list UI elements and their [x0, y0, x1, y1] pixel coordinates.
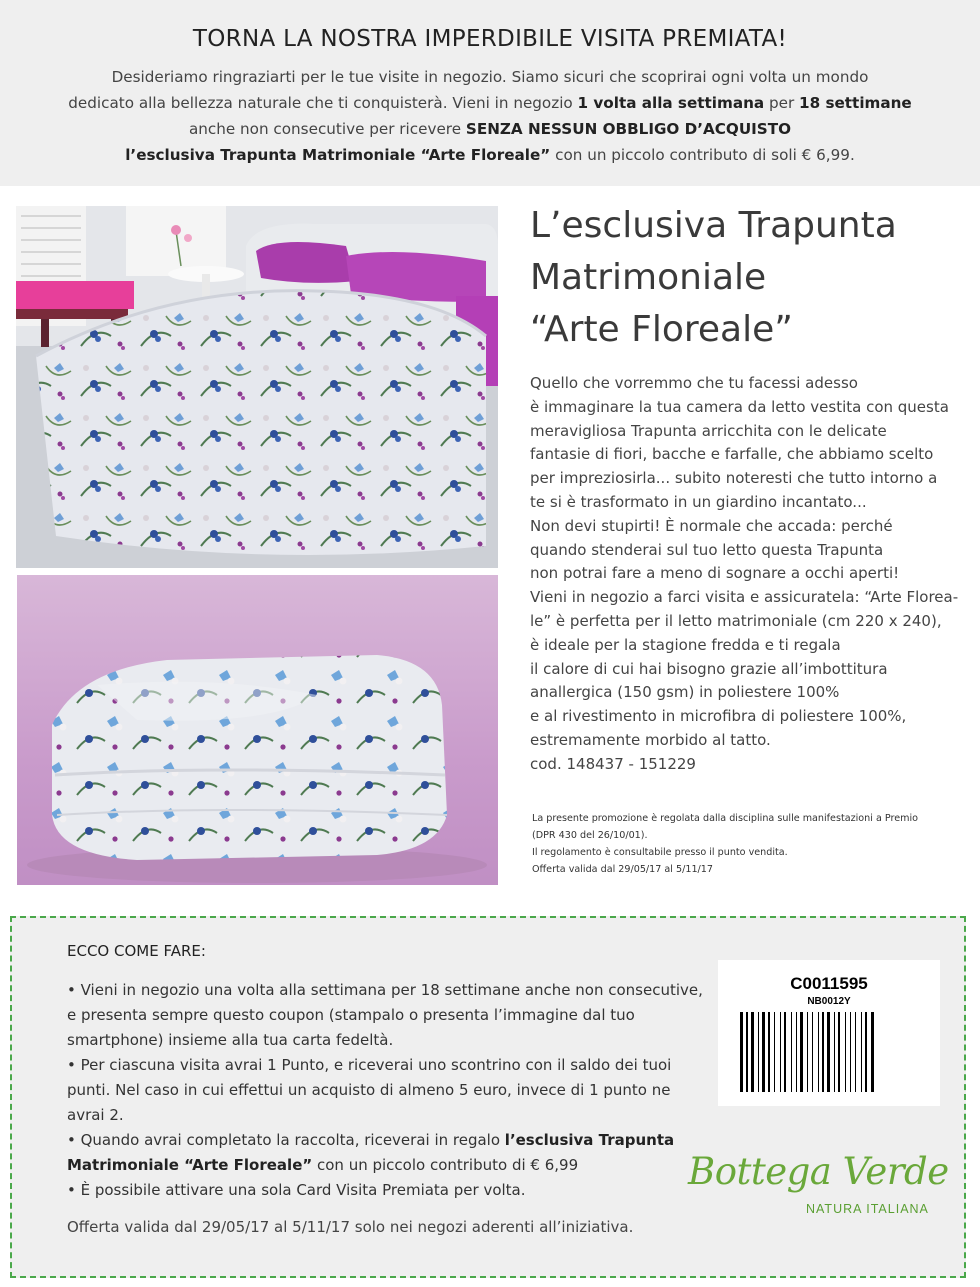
barcode-bar [784, 1012, 786, 1092]
step-gift: l’esclusiva Trapunta [504, 1131, 675, 1149]
how-to-steps [67, 978, 703, 1203]
intro-price: con un piccolo contributo di soli € 6,99. [550, 146, 855, 164]
barcode-bar [865, 1012, 867, 1092]
barcode-bar [871, 1012, 874, 1092]
heading-line: Matrimoniale [530, 257, 767, 298]
intro-line-2c: per [764, 94, 800, 112]
barcode-bar [796, 1012, 797, 1092]
intro-no-obligation: SENZA NESSUN OBBLIGO D’ACQUISTO [465, 120, 792, 138]
step-line: smartphone) insieme alla tua carta fedeltà. [67, 1031, 394, 1049]
how-to-title: ECCO COME FARE: [67, 942, 206, 960]
barcode-bar [768, 1012, 770, 1092]
step-line: e presenta sempre questo coupon (stampalo o presenta l’immagine dal tuo [67, 1006, 635, 1024]
brand-logo [688, 1150, 948, 1230]
description-line: meravigliosa Trapunta arricchita con le delicate [530, 421, 887, 440]
barcode-bar [800, 1012, 803, 1092]
product-heading [530, 200, 970, 356]
description-line: il calore di cui hai bisogno grazie all’imbottitura [530, 659, 888, 678]
barcode-bar [746, 1012, 748, 1092]
bedroom-illustration [16, 206, 498, 568]
barcode-bar [834, 1012, 835, 1092]
intro-weeks: 18 settimane [799, 94, 912, 112]
brand-name: Bottega Verde [688, 1150, 949, 1193]
description-line: è immaginare la tua camera da letto vestita con questa [530, 397, 949, 416]
step-text: • Quando avrai completato la raccolta, riceverai in regalo [67, 1131, 505, 1149]
barcode-bar [845, 1012, 846, 1092]
promo-header [0, 0, 980, 186]
legal-line: Offerta valida dal 29/05/17 al 5/11/17 [532, 864, 714, 875]
product-code: cod. 148437 - 151229 [530, 754, 696, 773]
description-line: anallergica (150 gsm) in poliestere 100% [530, 683, 840, 702]
description-line: te si è trasformato in un giardino incantato... [530, 492, 867, 511]
legal-notice [532, 810, 972, 878]
intro-product-name: l’esclusiva Trapunta Matrimoniale “Arte Floreale” [125, 146, 551, 164]
promo-title: TORNA LA NOSTRA IMPERDIBILE VISITA PREMIATA! [192, 26, 788, 52]
description-line: estremamente morbido al tatto. [530, 730, 771, 749]
barcode-subcode: NB0012Y [807, 996, 851, 1007]
promo-intro [60, 64, 920, 168]
barcode-bar [818, 1012, 819, 1092]
bedroom-photo [16, 206, 498, 568]
barcode-bar [850, 1012, 851, 1092]
barcode-bar [791, 1012, 792, 1092]
description-line: è ideale per la stagione fredda e ti regala [530, 635, 841, 654]
coupon [10, 916, 966, 1278]
barcode-bar [861, 1012, 862, 1092]
barcode-bar [838, 1012, 840, 1092]
barcode-bar [762, 1012, 765, 1092]
product-description [530, 372, 970, 777]
coupon-validity: Offerta valida dal 29/05/17 al 5/11/17 solo nei negozi aderenti all’iniziativa. [67, 1218, 634, 1236]
description-line: le” è perfetta per il letto matrimoniale (cm 220 x 240), [530, 611, 942, 630]
intro-frequency: 1 volta alla settimana [577, 94, 765, 112]
barcode-bar [855, 1012, 856, 1092]
brand-tagline: NATURA ITALIANA [806, 1202, 929, 1216]
step-line [67, 1153, 687, 1178]
step-line: punti. Nel caso in cui effettui un acquisto di almeno 5 euro, invece di 1 punto ne [67, 1081, 671, 1099]
legal-line: (DPR 430 del 26/10/01). [532, 830, 648, 841]
barcode-bar [740, 1012, 743, 1092]
intro-line-1: Desideriamo ringraziarti per le tue visite in negozio. Siamo sicuri che scoprirai ogni volta un mondo [111, 68, 869, 86]
barcode-bar [812, 1012, 813, 1092]
barcode-icon [738, 1012, 920, 1092]
description-line: Vieni in negozio a farci visita e assicuratela: “Arte Florea- [530, 588, 959, 607]
barcode-bar [807, 1012, 808, 1092]
barcode-box [718, 960, 940, 1106]
description-line: fantasie di fiori, bacche e farfalle, che abbiamo scelto [530, 445, 934, 464]
description-line: quando stenderai sul tuo letto questa Trapunta [530, 540, 884, 559]
description-line: non potrai fare a meno di sognare a occhi aperti! [530, 564, 900, 583]
description-line: e al rivestimento in microfibra di poliestere 100%, [530, 707, 907, 726]
step-line: avrai 2. [67, 1106, 124, 1124]
legal-line: La presente promozione è regolata dalla disciplina sulle manifestazioni a Premio [532, 813, 919, 824]
legal-line: Il regolamento è consultabile presso il punto vendita. [532, 847, 788, 858]
heading-line: L’esclusiva Trapunta [530, 205, 897, 246]
barcode-bar [780, 1012, 781, 1092]
intro-line-2a: dedicato alla bellezza naturale che ti conquisterà. Vieni in negozio [68, 94, 578, 112]
barcode-bar [822, 1012, 824, 1092]
barcode-bar [774, 1012, 775, 1092]
heading-line: “Arte Floreale” [530, 309, 793, 350]
barcode-bar [827, 1012, 830, 1092]
barcode-bar [751, 1012, 754, 1092]
step-line [67, 1128, 687, 1153]
description-line: Non devi stupirti! È normale che accada: perché [530, 516, 893, 535]
folded-quilt-photo [17, 575, 498, 885]
description-line: Quello che vorremmo che tu facessi adesso [530, 374, 858, 392]
barcode-bar [758, 1012, 759, 1092]
step-line: • È possibile attivare una sola Card Visita Premiata per volta. [67, 1181, 526, 1199]
step-line: • Vieni in negozio una volta alla settimana per 18 settimane anche non consecutive, [67, 981, 703, 999]
intro-line-3a: anche non consecutive per ricevere [188, 120, 466, 138]
step-price: con un piccolo contributo di € 6,99 [312, 1156, 579, 1174]
barcode-code: C0011595 [790, 974, 868, 993]
folded-quilt-illustration [17, 575, 498, 885]
description-line: per impreziosirla... subito noteresti che tutto intorno a [530, 469, 938, 488]
step-line: • Per ciascuna visita avrai 1 Punto, e riceverai uno scontrino con il saldo dei tuoi [67, 1056, 672, 1074]
step-gift-name: Matrimoniale “Arte Floreale” [67, 1156, 313, 1174]
